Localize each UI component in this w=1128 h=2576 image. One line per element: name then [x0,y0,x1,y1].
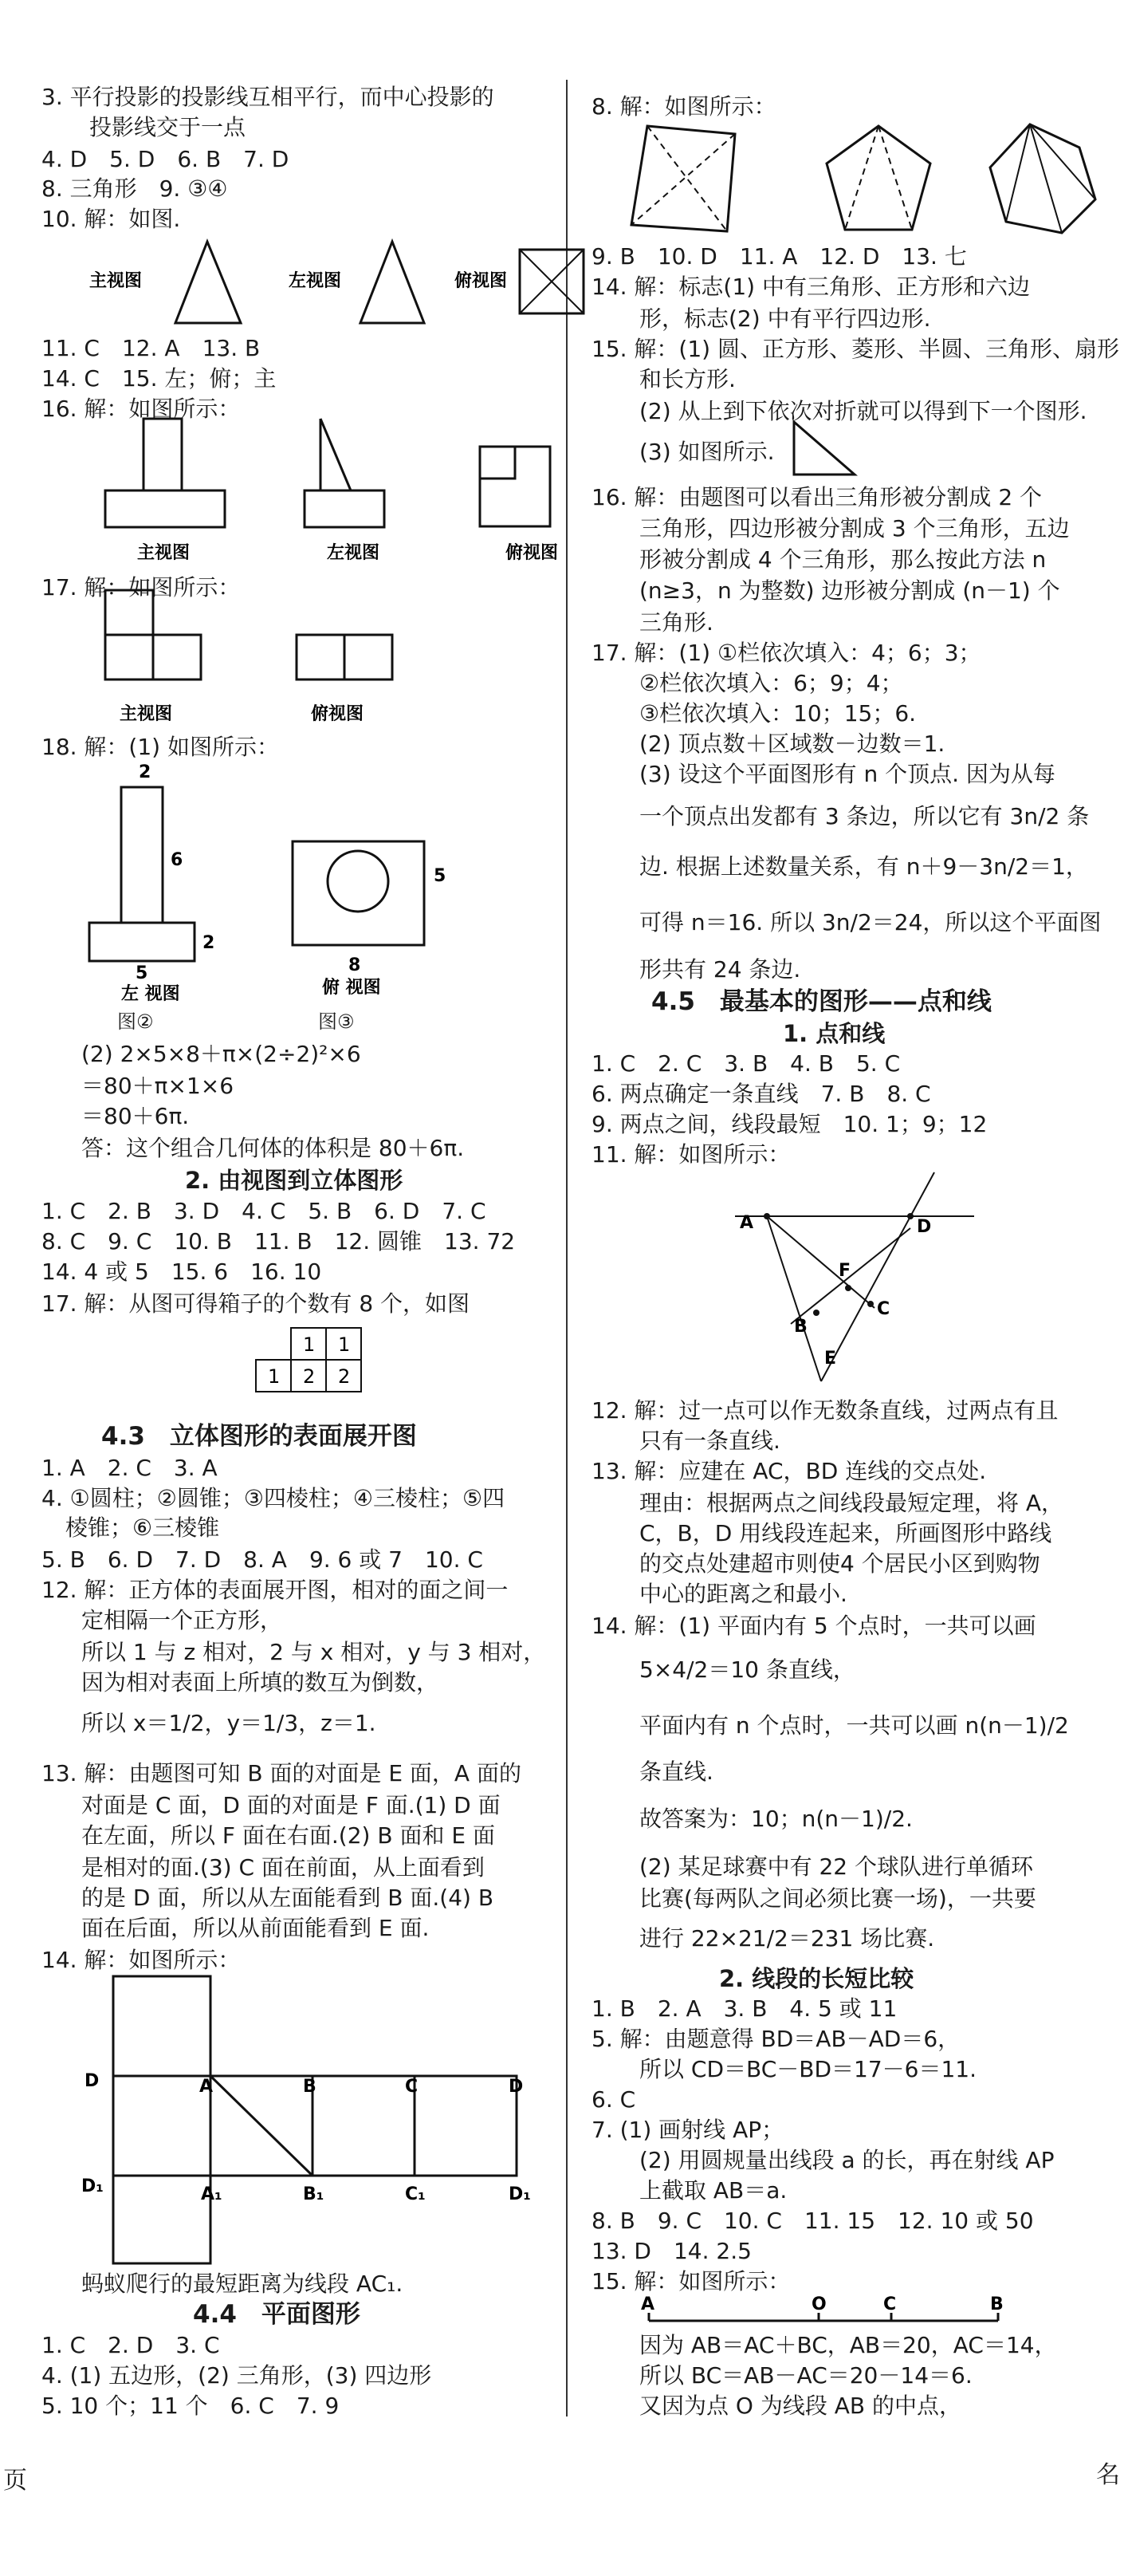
section-title-2: 2. 由视图到立体图形 [185,1167,403,1194]
figure-q18 [89,762,504,1009]
svg-text:B: B [990,2294,1004,2314]
answer-12: 12. 解：正方体的表面展开图，相对的面之间一 [41,1577,509,1603]
fig18-caption-3: 图③ [318,1010,355,1033]
answer-17: 17. 解：如图所示： [41,574,241,601]
r-answer-16-4: (n≥3，n 为整数) 边形被分割成 (n－1) 个 [639,577,1060,604]
answers-1-7: 1. C 2. B 3. D 4. C 5. B 6. D 7. C [41,1198,486,1224]
fig10-main-triangle [175,242,241,323]
svg-text:D: D [509,2077,524,2097]
figure-q17 [105,590,440,726]
calc-answer: 答：这个组合几何体的体积是 80＋6π. [81,1135,465,1161]
answer-3: 3. 平行投影的投影线互相平行，而中心投影的 [41,84,494,110]
figure-q16 [105,419,559,563]
svg-text:A: A [641,2294,655,2314]
svg-text:5: 5 [136,963,148,983]
r-answer-8: 8. 解：如图所示： [592,93,776,120]
svg-text:E: E [824,1349,837,1369]
r-answers-1-5: 1. C 2. C 3. B 4. B 5. C [592,1050,901,1077]
r-answer-17-7: 边. 根据上述数量关系，有 n＋9－3n/2＝1， [639,853,1088,880]
answer-13-6: 面在后面，所以从前面能看到 E 面. [81,1915,430,1941]
r-answer-13-3: C，B，D 用线段连起来，所画图形中路线 [639,1520,1052,1546]
r-answer-17-2: ②栏依次填入：6；9；4； [639,670,903,696]
r-answer-14-3: 平面内有 n 个点时，一共可以画 n(n－1)/2 [639,1712,1069,1739]
r-answers-9-13: 9. B 10. D 11. A 12. D 13. 七 [592,243,967,270]
calc-3: ＝80＋6π. [81,1103,190,1129]
answer-12-2: 定相隔一个正方形， [81,1607,283,1633]
fig10-top-label: 俯视图 [454,271,508,291]
r-answer-14-2: 5×4/2＝10 条直线， [639,1656,855,1683]
answer-12-5: 所以 x＝1/2，y＝1/3，z＝1. [81,1710,376,1736]
r-answer-16-2: 三角形，四边形被分割成 3 个三角形，五边 [639,515,1070,542]
answer-4: 4. ①圆柱；②圆锥；③四棱柱；④三棱柱；⑤四 [41,1485,505,1511]
svg-text:D: D [917,1217,932,1237]
calc-2: ＝80＋π×1×6 [81,1073,234,1099]
r-seg-answer-6: 6. C [592,2086,636,2113]
heading-4-5: 4.5 最基本的图形——点和线 [651,987,992,1016]
svg-text:A: A [199,2077,214,2097]
r-seg-answer-15-2: 因为 AB＝AC＋BC，AB＝20，AC＝14， [639,2332,1057,2358]
answer-13-5: 的是 D 面，所以从左面能看到 B 面.(4) B [81,1885,494,1911]
r-answer-17-4: (2) 顶点数＋区域数－边数＝1. [639,731,945,757]
fig16-left-label: 左视图 [327,543,380,563]
r-answer-15-3: (2) 从上到下依次对折就可以得到下一个图形. [639,398,1087,424]
r-seg-answers-1-4: 1. B 2. A 3. B 4. 5 或 11 [592,1995,898,2022]
r-answer-14-7: 比赛(每两队之间必须比赛一场)，一共要 [639,1885,1036,1912]
figure-polygons [615,120,1110,239]
answers-5-10: 5. B 6. D 7. D 8. A 9. 6 或 7 10. C [41,1546,483,1573]
r-seg-answer-5-2: 所以 CD＝BC－BD＝17－6＝11. [639,2056,977,2082]
answer-3-cont: 投影线交于一点 [89,114,246,140]
answer-12-3: 所以 1 与 z 相对，2 与 x 相对，y 与 3 相对， [81,1639,546,1665]
r-answer-12-2: 只有一条直线. [639,1428,780,1454]
svg-text:B: B [794,1317,808,1337]
figure-cube-net [73,1976,552,2263]
r-answer-14-2: 形，标志(2) 中有平行四边形. [639,305,931,332]
r-answer-14-5: 故答案为：10；n(n－1)/2. [639,1806,913,1832]
r-answer-17-6: 一个顶点出发都有 3 条边，所以它有 3n/2 条 [639,803,1090,829]
r-seg-answer-15-3: 所以 BC＝AB－AC＝20－14＝6. [639,2362,973,2389]
calc-1: (2) 2×5×8＋π×(2÷2)²×6 [81,1041,361,1067]
r-answer-13-5: 中心的距离之和最小. [639,1581,847,1607]
r-answer-15-4: (3) 如图所示. [639,439,775,465]
answers-4-7: 4. D 5. D 6. B 7. D [41,146,289,172]
answers-8-13: 8. C 9. C 10. B 11. B 12. 圆锥 13. 72 [41,1228,516,1255]
r-answer-16-5: 三角形. [639,609,713,636]
r-answer-15: 15. 解：(1) 圆、正方形、菱形、半圆、三角形、扇形 [592,336,1119,362]
r-answer-17-8: 可得 n＝16. 所以 3n/2＝24，所以这个平面图 [639,909,1102,935]
r-seg-answer-5: 5. 解：由题意得 BD＝AB－AD＝6， [592,2026,961,2052]
r-answer-11: 11. 解：如图所示： [592,1141,791,1168]
svg-text:A₁: A₁ [201,2184,222,2204]
r-seg-answer-7: 7. (1) 画射线 AP； [592,2117,784,2143]
figure-q11-lines [735,1172,1070,1388]
r-answer-14-4: 条直线. [639,1759,713,1785]
figure-q15-triangle [791,419,863,479]
r-answer-13: 13. 解：应建在 AC，BD 连线的交点处. [592,1458,987,1484]
answer-13-2: 对面是 C 面，D 面的对面是 F 面.(1) D 面 [81,1792,501,1818]
fig18-caption-left: 左 视图 [121,984,180,1004]
answer-12-4: 因为相对表面上所填的数互为倒数， [81,1669,439,1696]
r-answer-17-3: ③栏依次填入：10；15；6. [639,700,917,727]
answer-13: 13. 解：由题图可知 B 面的对面是 E 面，A 面的 [41,1760,521,1786]
answers-14-15: 14. C 15. 左；俯；主 [41,365,277,392]
r-answer-16: 16. 解：由题图可以看出三角形被分割成 2 个 [592,484,1043,510]
r-answer-14-6: (2) 某足球赛中有 22 个球队进行单循环 [639,1853,1033,1880]
heading-4-4: 4.4 平面图形 [193,2300,360,2329]
fig18-caption-2: 图② [117,1010,154,1033]
fig10-main-label: 主视图 [89,271,143,291]
svg-text:A: A [740,1213,754,1233]
svg-text:B₁: B₁ [303,2184,324,2204]
r-answer-12: 12. 解：过一点可以作无数条直线，过两点有且 [592,1397,1059,1424]
answers-4-4-4: 4. (1) 五边形，(2) 三角形，(3) 四边形 [41,2362,432,2389]
r-answer-17-9: 形共有 24 条边. [639,956,801,983]
answer-13-4: 是相对的面.(3) C 面在前面，从上面看到 [81,1854,485,1881]
r-seg-answer-7-3: 上截取 AB＝a. [639,2177,788,2204]
svg-text:5: 5 [434,866,446,886]
r-answers-9-10: 9. 两点之间，线段最短 10. 1；9；12 [592,1111,988,1137]
svg-text:2: 2 [338,1365,351,1388]
r-seg-answers-8-12: 8. B 9. C 10. C 11. 15 12. 10 或 50 [592,2208,1034,2234]
r-answer-14: 14. 解：标志(1) 中有三角形、正方形和六边 [592,274,1030,300]
svg-text:2: 2 [139,762,151,782]
answers-4-4-1-3: 1. C 2. D 3. C [41,2332,220,2358]
svg-text:C: C [877,1299,890,1319]
figure-q10 [89,235,552,331]
svg-text:B: B [303,2077,316,2097]
fig10-left-label: 左视图 [289,271,342,291]
r-seg-answers-13-14: 13. D 14. 2.5 [592,2238,752,2264]
svg-text:6: 6 [171,850,183,870]
answers-14-16: 14. 4 或 5 15. 6 16. 10 [41,1258,322,1285]
fig16-main-label: 主视图 [137,543,191,563]
footer-right: 名 [1096,2461,1120,2489]
svg-text:1: 1 [268,1365,281,1388]
answers-1-3: 1. A 2. C 3. A [41,1455,218,1481]
r-answer-14-8: 进行 22×21/2＝231 场比赛. [639,1925,935,1952]
fig17-top-label: 俯视图 [311,704,364,724]
svg-text:C₁: C₁ [405,2184,426,2204]
section-title-points: 1. 点和线 [783,1020,886,1047]
answer-13-3: 在左面，所以 F 面在右面.(2) B 面和 E 面 [81,1822,495,1849]
svg-text:2: 2 [202,933,215,953]
r-answers-6-8: 6. 两点确定一条直线 7. B 8. C [592,1081,931,1107]
answers-8-9: 8. 三角形 9. ③④ [41,175,228,202]
footer-left: 页 [3,2467,27,2495]
r-seg-answer-15-4: 又因为点 O 为线段 AB 的中点， [639,2393,962,2419]
svg-text:1: 1 [303,1333,316,1356]
r-answer-17-5: (3) 设这个平面图形有 n 个顶点. 因为从每 [639,761,1055,787]
svg-text:D₁: D₁ [81,2176,104,2196]
svg-text:C: C [405,2077,419,2097]
svg-text:2: 2 [303,1365,316,1388]
answers-4-4-5-7: 5. 10 个；11 个 6. C 7. 9 [41,2393,340,2419]
svg-text:1: 1 [338,1333,351,1356]
svg-text:C: C [883,2294,897,2314]
answer-10: 10. 解：如图. [41,206,181,232]
svg-text:D₁: D₁ [509,2184,531,2204]
fig10-left-triangle [360,242,424,323]
heading-4-3: 4.3 立体图形的表面展开图 [101,1422,417,1451]
r-answer-13-4: 的交点处建超市则使4 个居民小区到购物 [639,1550,1040,1577]
answer-17b: 17. 解：从图可得箱子的个数有 8 个，如图 [41,1290,470,1317]
section-title-segments: 2. 线段的长短比较 [719,1965,914,1992]
answer-18: 18. 解：(1) 如图所示： [41,734,279,760]
answer-14-conclusion: 蚂蚁爬行的最短距离为线段 AC₁. [81,2271,403,2297]
column-divider [566,80,568,2416]
answer-4-cont: 棱锥；⑥三棱锥 [65,1514,220,1541]
fig17-main-label: 主视图 [120,704,173,724]
answer-14: 14. 解：如图所示： [41,1947,241,1973]
svg-text:8: 8 [348,955,361,975]
answer-16: 16. 解：如图所示： [41,396,241,422]
r-answer-16-3: 形被分割成 4 个三角形，那么按此方法 n [639,546,1047,573]
fig18-caption-top: 俯 视图 [322,978,381,998]
r-answer-14: 14. 解：(1) 平面内有 5 个点时，一共可以画 [592,1613,1036,1639]
figure-box-grid [253,1328,372,1424]
fig16-top-label: 俯视图 [505,543,559,563]
r-answer-13-2: 理由：根据两点之间线段最短定理，将 A， [639,1490,1064,1516]
svg-text:F: F [839,1261,851,1281]
answers-11-13: 11. C 12. A 13. B [41,335,261,361]
r-seg-answer-15: 15. 解：如图所示： [592,2268,791,2294]
r-answer-17: 17. 解：(1) ①栏依次填入：4；6；3； [592,640,981,666]
r-seg-answer-7-2: (2) 用圆规量出线段 a 的长，再在射线 AP [639,2147,1055,2173]
r-answer-15-2: 和长方形. [639,366,736,392]
svg-text:D: D [85,2071,100,2091]
svg-text:O: O [812,2294,827,2314]
